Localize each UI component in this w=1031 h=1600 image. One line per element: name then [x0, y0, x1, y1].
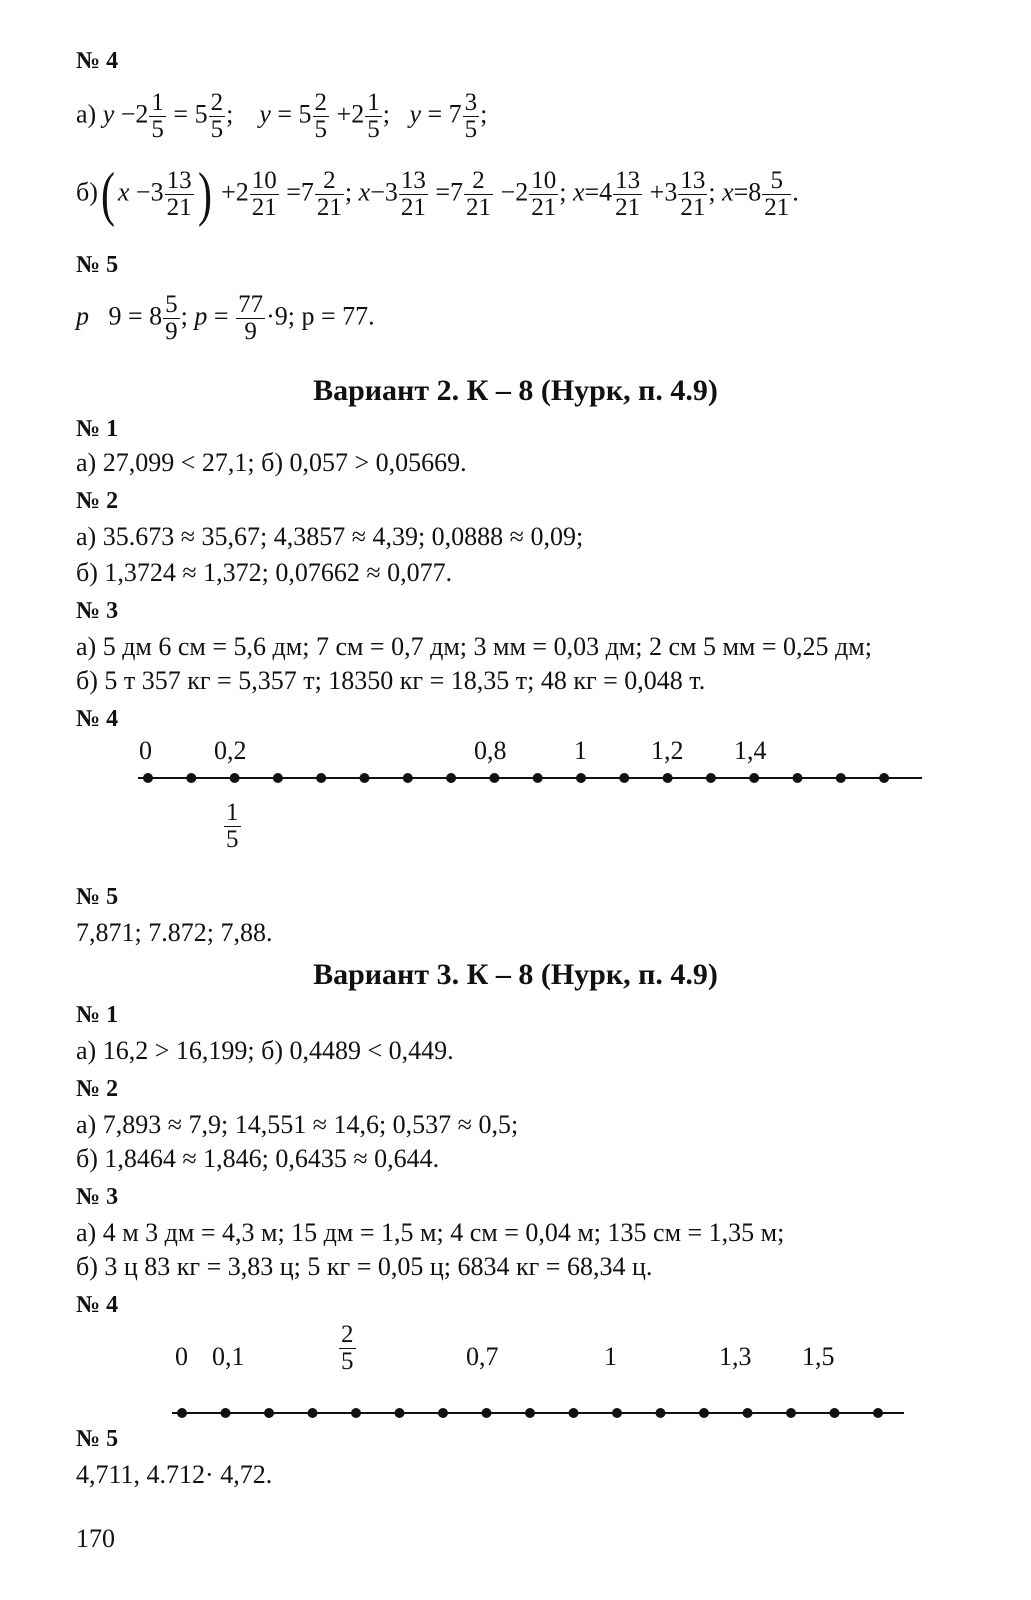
number-line-point: [663, 773, 673, 783]
whole: 5: [194, 99, 208, 129]
number-line-point: [143, 773, 153, 783]
paren: (: [100, 161, 115, 227]
op: =: [173, 99, 189, 129]
number-line-point: [706, 773, 716, 783]
whole: 2: [351, 99, 365, 129]
whole: 3: [150, 177, 164, 207]
whole: 3: [664, 177, 678, 207]
var-y: y: [409, 99, 421, 129]
fraction: $\frac{3}{5}$: [464, 89, 478, 144]
problem-number: № 4: [76, 1292, 119, 1318]
problem-number: № 5: [76, 1426, 119, 1452]
number-line-point: [612, 1408, 622, 1418]
op: =: [427, 99, 443, 129]
op: −: [500, 177, 516, 207]
whole: 5: [298, 99, 312, 129]
problem-number: № 1: [76, 1002, 119, 1028]
expr: 9 =: [108, 301, 143, 331]
fraction: $\frac{10}{21}$: [531, 166, 557, 221]
whole: 7: [300, 177, 314, 207]
number-line-label: 0: [175, 1342, 188, 1371]
number-line-fraction: $\frac{1}{5}$: [226, 799, 239, 854]
op: +: [221, 177, 236, 207]
number-line-variant-3: [172, 1408, 904, 1418]
answer-line: а) 7,893 ≈ 7,9; 14,551 ≈ 14,6; 0,537 ≈ 0,5;: [76, 1110, 519, 1139]
number-line-point: [793, 773, 803, 783]
fraction: $\frac{2}{5}$: [210, 89, 224, 144]
op: +: [336, 99, 352, 129]
sep: ;: [708, 177, 716, 207]
var-p: p: [76, 301, 89, 331]
number-line-point: [569, 1408, 579, 1418]
number-line-label: 0,8: [474, 736, 507, 765]
var-y: y: [102, 99, 115, 129]
answer-line: б) 3 ц 83 кг = 3,83 ц; 5 кг = 0,05 ц; 6834 кг = 68,34 ц.: [76, 1252, 653, 1281]
number-line-point: [308, 1408, 318, 1418]
sep: ;: [559, 177, 567, 207]
whole: 3: [384, 177, 398, 207]
number-line-point: [316, 773, 326, 783]
number-line-label: 0: [139, 736, 152, 765]
problem-number: № 4: [76, 706, 119, 732]
fraction: $\frac{2}{21}$: [466, 166, 492, 221]
answer-line: а) 35.673 ≈ 35,67; 4,3857 ≈ 4,39; 0,0888 ≈ 0,09;: [76, 522, 584, 551]
problem-number: № 3: [76, 1184, 119, 1210]
whole: 8: [748, 177, 762, 207]
op: −: [120, 99, 136, 129]
number-line-point: [873, 1408, 883, 1418]
var-y: y: [259, 99, 271, 129]
fraction: $\frac{13}{21}$: [680, 166, 706, 221]
answer-line: а) 27,099 < 27,1; б) 0,057 > 0,05669.: [76, 448, 467, 477]
op: =: [435, 177, 451, 207]
whole: 7: [450, 177, 464, 207]
number-line-point: [446, 773, 456, 783]
op: =: [584, 177, 600, 207]
expr: p = 77.: [301, 301, 375, 331]
fraction: $\frac{5}{21}$: [764, 166, 790, 221]
number-line-point: [360, 773, 370, 783]
sep: .: [792, 177, 799, 207]
problem-number: № 3: [76, 598, 119, 624]
item-label: б): [76, 177, 98, 207]
answer-line: а) 5 дм 6 см = 5,6 дм; 7 см = 0,7 дм; 3 мм = 0,03 дм; 2 см 5 мм = 0,25 дм;: [76, 632, 872, 661]
problem-number: № 5: [76, 252, 119, 278]
answer-line: а) 4 м 3 дм = 4,3 м; 15 дм = 1,5 м; 4 см = 0,04 м; 135 см = 1,35 м;: [76, 1218, 785, 1247]
number-line-point: [699, 1408, 709, 1418]
number-line-point: [656, 1408, 666, 1418]
op: =: [277, 99, 293, 129]
expr: ·9: [266, 301, 288, 331]
number-line-label: 0,7: [466, 1342, 499, 1371]
number-line-point: [177, 1408, 187, 1418]
answer-line: б) 1,8464 ≈ 1,846; 0,6435 ≈ 0,644.: [76, 1144, 440, 1173]
number-line-point: [743, 1408, 753, 1418]
page-number: 170: [76, 1524, 115, 1553]
section-heading: Вариант 2. К – 8 (Нурк, п. 4.9): [313, 374, 718, 407]
problem-number: № 1: [76, 416, 119, 442]
number-line-point: [836, 773, 846, 783]
number-line-label: 1,3: [719, 1342, 752, 1371]
number-line-point: [879, 773, 889, 783]
fraction: $\frac{10}{21}$: [251, 166, 277, 221]
fraction: $\frac{2}{21}$: [316, 166, 342, 221]
number-line-label: 1,5: [802, 1342, 835, 1371]
fraction: $\frac{1}{5}$: [367, 89, 380, 144]
problem-number: № 5: [76, 884, 119, 910]
fraction: $\frac{5}{9}$: [165, 291, 178, 346]
number-line-point: [830, 1408, 840, 1418]
number-line-point: [186, 773, 196, 783]
var-x: x: [722, 177, 734, 207]
number-line-point: [533, 773, 543, 783]
number-line-point: [489, 773, 499, 783]
fraction: $\frac{13}{21}$: [615, 166, 641, 221]
fraction: $\frac{77}{9}$: [238, 291, 264, 346]
section-heading: Вариант 3. К – 8 (Нурк, п. 4.9): [313, 958, 718, 991]
answer-line: б) 5 т 357 кг = 5,357 т; 18350 кг = 18,35 т; 48 кг = 0,048 т.: [76, 666, 706, 695]
number-line-label: 1,4: [734, 736, 767, 765]
number-line-variant-2: [138, 773, 922, 783]
number-line-label: 0,1: [212, 1342, 245, 1371]
number-line-label: 1: [604, 1342, 617, 1371]
number-line-point: [403, 773, 413, 783]
sep: ;: [226, 99, 234, 129]
whole: 2: [135, 99, 149, 129]
problem-number: № 4: [76, 48, 119, 74]
number-line-point: [221, 1408, 231, 1418]
number-line-point: [749, 773, 759, 783]
sep: ;: [180, 301, 188, 331]
op: +: [649, 177, 665, 207]
op: −: [370, 177, 385, 207]
answer-line: 4,711, 4.712· 4,72.: [76, 1460, 273, 1489]
number-line-point: [619, 773, 629, 783]
number-line-point: [273, 773, 283, 783]
number-line-point: [525, 1408, 535, 1418]
whole: 2: [515, 177, 529, 207]
whole: 4: [599, 177, 613, 207]
number-line-point: [482, 1408, 492, 1418]
sep: ;: [382, 99, 390, 129]
fraction: $\frac{13}{21}$: [166, 166, 192, 221]
answer-line: а) 16,2 > 16,199; б) 0,4489 < 0,449.: [76, 1036, 454, 1065]
number-line-point: [230, 773, 240, 783]
sep: ;: [287, 301, 295, 331]
problem-number: № 2: [76, 1076, 119, 1102]
fraction: $\frac{2}{5}$: [314, 89, 328, 144]
op: =: [213, 301, 229, 331]
number-line-point: [438, 1408, 448, 1418]
var-p: p: [194, 301, 208, 331]
number-line-point: [395, 1408, 405, 1418]
problem-number: № 2: [76, 488, 119, 514]
var-x: x: [358, 177, 371, 207]
number-line-point: [264, 1408, 274, 1418]
op: =: [733, 177, 749, 207]
whole: 2: [235, 177, 249, 207]
var-x: x: [572, 177, 585, 207]
op: −: [135, 177, 151, 207]
number-line-point: [786, 1408, 796, 1418]
number-line-label: 1,2: [651, 736, 684, 765]
answer-line: 7,871; 7.872; 7,88.: [76, 918, 273, 947]
number-line-label: 0,2: [214, 736, 247, 765]
sep: ;: [480, 99, 488, 129]
var-x: x: [117, 177, 130, 207]
whole: 7: [448, 99, 462, 129]
fraction: $\frac{13}{21}$: [400, 166, 426, 221]
op: =: [286, 177, 301, 207]
paren: ): [197, 161, 212, 227]
number-line-fraction: $\frac{2}{5}$: [341, 1321, 354, 1376]
item-label: а): [76, 99, 97, 129]
number-line-point: [576, 773, 586, 783]
fraction: $\frac{1}{5}$: [151, 89, 164, 144]
whole: 8: [149, 301, 163, 331]
sep: ;: [344, 177, 353, 207]
number-line-label: 1: [574, 736, 587, 765]
number-line-point: [351, 1408, 361, 1418]
answer-line: б) 1,3724 ≈ 1,372; 0,07662 ≈ 0,077.: [76, 558, 453, 587]
